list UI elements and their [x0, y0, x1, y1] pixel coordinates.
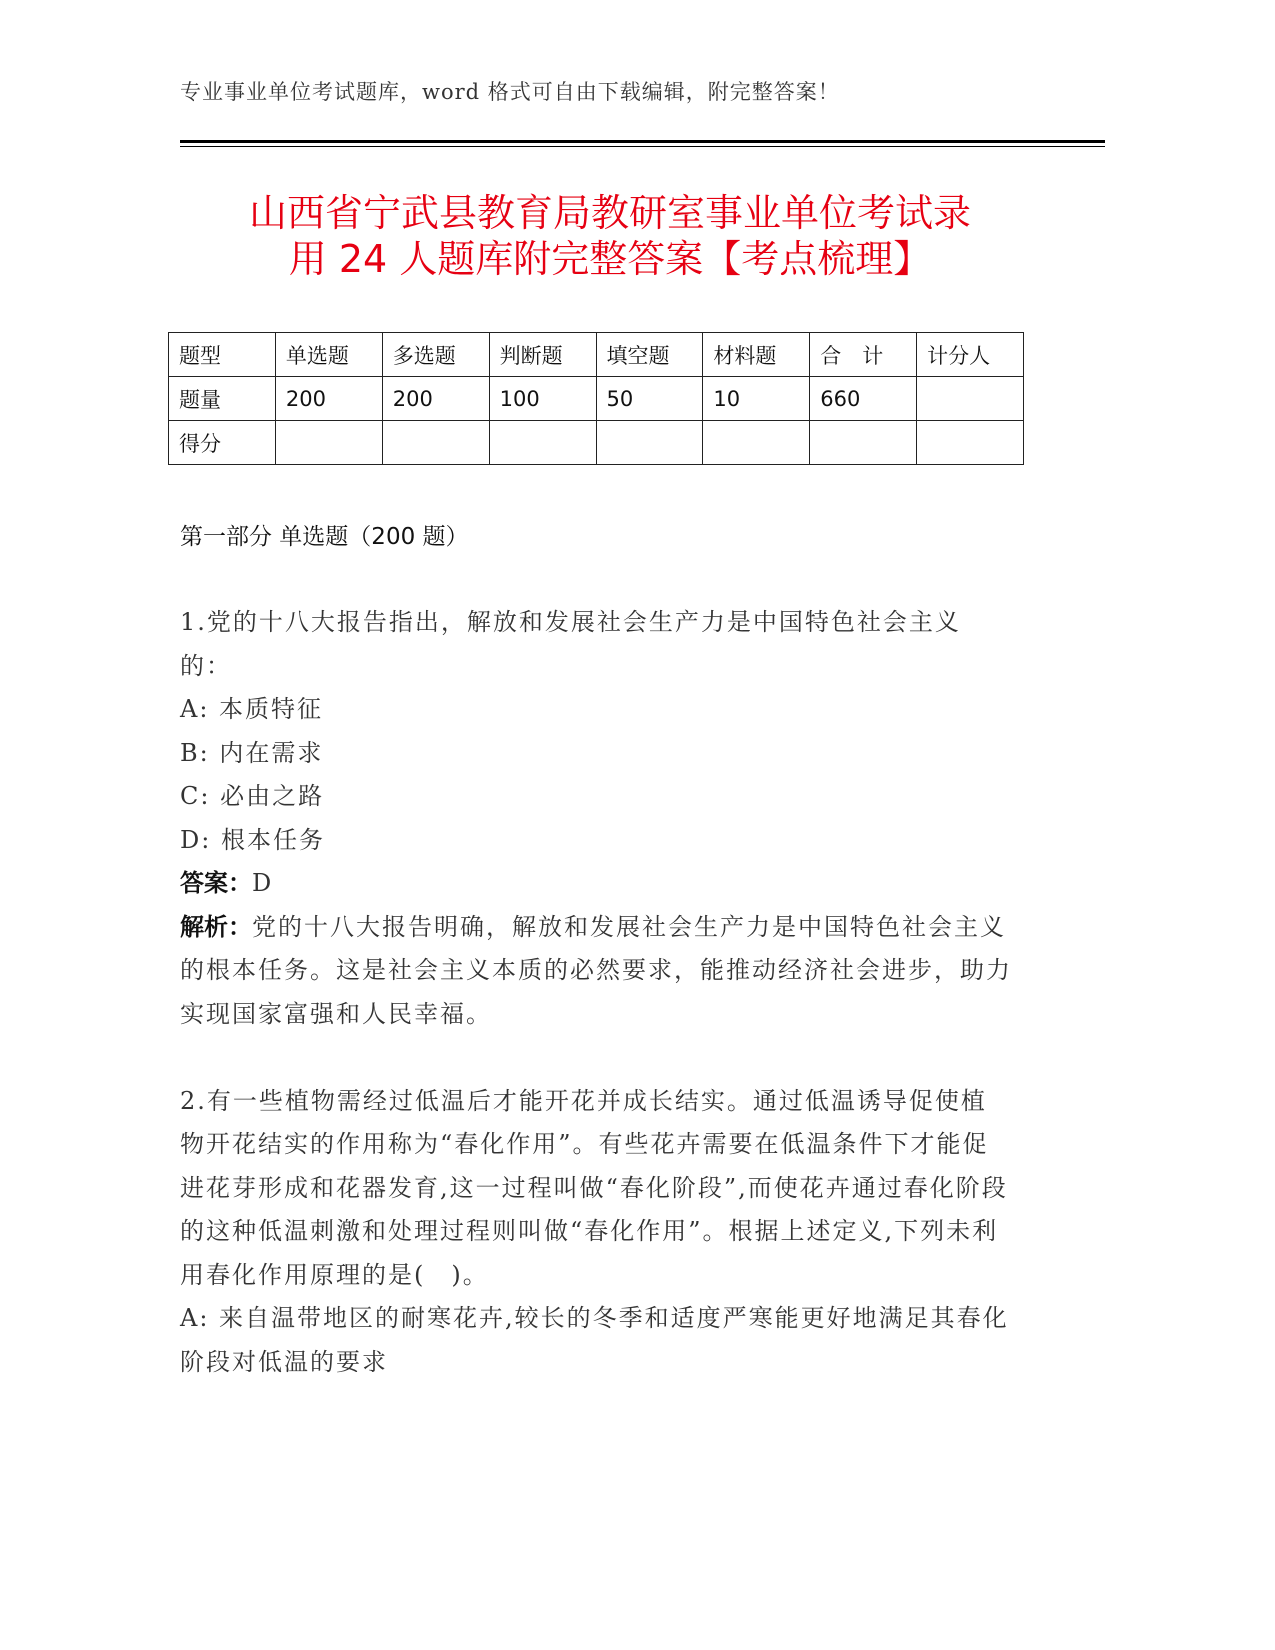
table-cell: 得分: [169, 421, 276, 465]
table-cell: [703, 421, 810, 465]
option-c: C: 必由之路: [180, 782, 325, 810]
answer-value: D: [252, 869, 274, 897]
table-header-cell: 题型: [169, 333, 276, 377]
table-cell: 100: [489, 377, 596, 421]
analysis-line: [180, 906, 1012, 1037]
table-header-row: [169, 333, 1024, 377]
question-1: [180, 601, 1012, 1036]
table-header-cell: 多选题: [382, 333, 489, 377]
table-cell: [382, 421, 489, 465]
section-heading: 第一部分 单选题（200 题）: [180, 524, 469, 550]
question-list: [180, 601, 1012, 1384]
question-stem: 2.有一些植物需经过低温后才能开花并成长结实。通过低温诱导促使植物开花结实的作用称为“春化作用”。有些花卉需要在低温条件下才能促进花芽形成和花器发育,这一过程叫做“春化阶段”,而使花卉通过春化阶段的这种低温刺激和处理过程则叫做“春化作用”。根据上述定义,下列未利用春化作用原理的是( )。: [180, 1086, 1008, 1289]
answer-label: 答案：: [180, 869, 252, 897]
table-cell: 50: [596, 377, 703, 421]
table-cell: [917, 377, 1024, 421]
table-cell: 10: [703, 377, 810, 421]
option-a: A: 本质特征: [180, 695, 324, 723]
table-cell: [917, 421, 1024, 465]
table-header-cell: 材料题: [703, 333, 810, 377]
title-line-2: 用 24 人题库附完整答案【考点梳理】: [288, 237, 932, 281]
page-header: 专业事业单位考试题库，word 格式可自由下载编辑，附完整答案！: [180, 80, 840, 104]
answer-line: [180, 862, 1012, 906]
option-b: B: 内在需求: [180, 738, 324, 767]
table-cell: 660: [810, 377, 917, 421]
table-cell: 题量: [169, 377, 276, 421]
document-title: [180, 190, 1040, 282]
table-header-cell: 合 计: [810, 333, 917, 377]
table-header-cell: 判断题: [489, 333, 596, 377]
table-cell: [275, 421, 382, 465]
title-line-1: 山西省宁武县教育局教研室事业单位考试录: [248, 191, 971, 235]
table-cell: [596, 421, 703, 465]
option-d: D: 根本任务: [180, 825, 325, 854]
table-row-score: [169, 421, 1024, 465]
table-header-cell: 填空题: [596, 333, 703, 377]
table-cell: 200: [275, 377, 382, 421]
header-rule-thin: [180, 146, 1105, 147]
table-header-cell: 计分人: [917, 333, 1024, 377]
table-header-cell: 单选题: [275, 333, 382, 377]
score-table: [168, 332, 1024, 465]
table-cell: [489, 421, 596, 465]
table-cell: 200: [382, 377, 489, 421]
header-rule: [180, 140, 1105, 143]
question-stem: 1.党的十八大报告指出，解放和发展社会生产力是中国特色社会主义的：: [180, 608, 961, 680]
question-2: [180, 1080, 1012, 1385]
table-cell: [810, 421, 917, 465]
analysis-label: 解析：: [180, 912, 252, 941]
analysis-text: 党的十八大报告明确，解放和发展社会生产力是中国特色社会主义的根本任务。这是社会主义本质的必然要求，能推动经济社会进步，助力实现国家富强和人民幸福。: [180, 912, 1012, 1028]
option-a: A: 来自温带地区的耐寒花卉,较长的冬季和适度严寒能更好地满足其春化阶段对低温的要求: [180, 1304, 1009, 1376]
table-row-count: [169, 377, 1024, 421]
